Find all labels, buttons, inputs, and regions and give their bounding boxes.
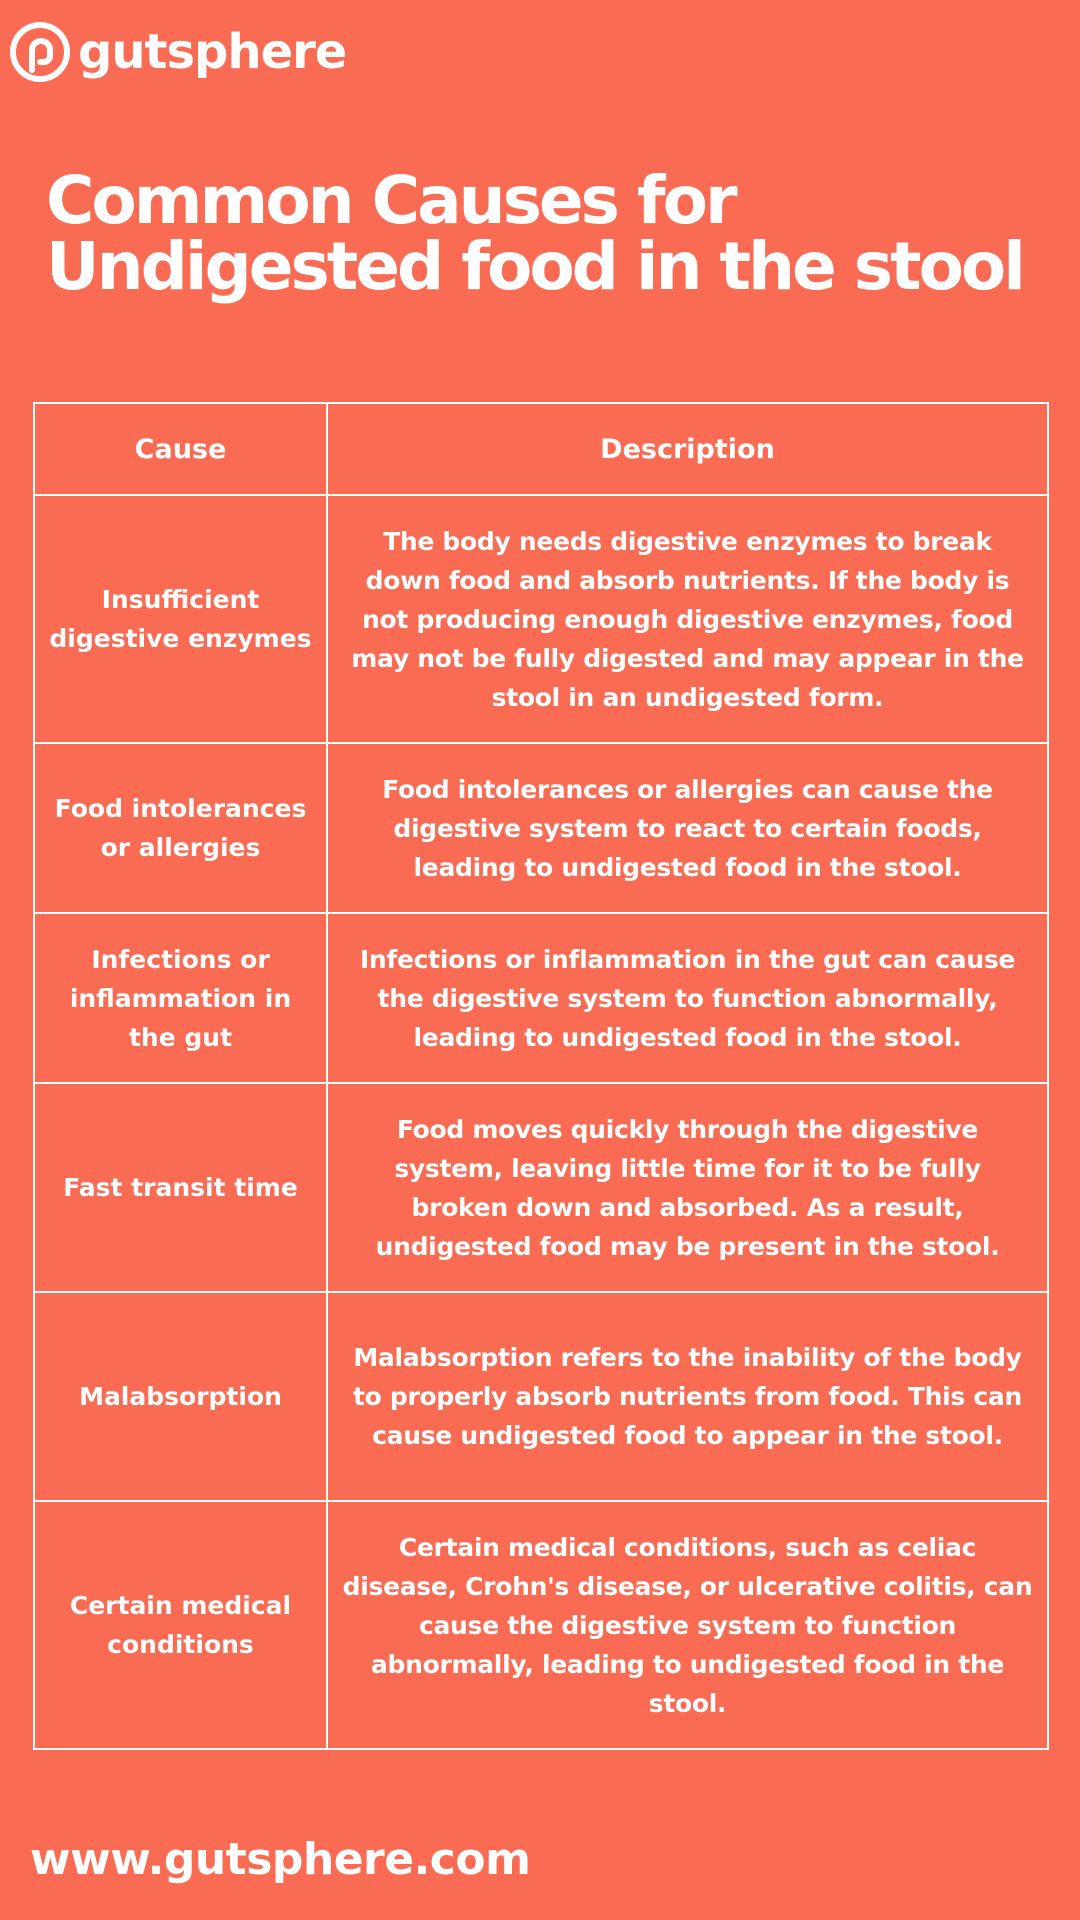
column-header-description: Description bbox=[327, 403, 1048, 495]
page-title-line-2: Undigested food in the stool bbox=[46, 228, 1023, 305]
page-title-line-1: Common Causes for bbox=[46, 162, 735, 239]
description-cell: Food moves quickly through the digestive system, leaving little time for it to be fully broken down and absorbed. As a result, undigested food may be present in the stool. bbox=[327, 1083, 1048, 1292]
cause-cell: Fast transit time bbox=[34, 1083, 327, 1292]
page-title bbox=[46, 162, 1046, 305]
table-row bbox=[34, 743, 1048, 913]
description-cell: Food intolerances or allergies can cause the digestive system to react to certain foods, leading to undigested food in the stool. bbox=[327, 743, 1048, 913]
cause-cell: Insufficient digestive enzymes bbox=[34, 495, 327, 743]
table-row bbox=[34, 1292, 1048, 1501]
column-header-cause: Cause bbox=[34, 403, 327, 495]
table-row bbox=[34, 495, 1048, 743]
cause-cell: Certain medical conditions bbox=[34, 1501, 327, 1749]
causes-table bbox=[33, 402, 1049, 1750]
cause-cell: Infections or inflammation in the gut bbox=[34, 913, 327, 1083]
table-row bbox=[34, 1083, 1048, 1292]
description-cell: Malabsorption refers to the inability of the body to properly absorb nutrients from food. This can cause undigested food to appear in the stool. bbox=[327, 1292, 1048, 1501]
description-cell: Certain medical conditions, such as celiac disease, Crohn's disease, or ulcerative colitis, can cause the digestive system to function abnormally, leading to undigested food in the stool. bbox=[327, 1501, 1048, 1749]
description-cell: The body needs digestive enzymes to break down food and absorb nutrients. If the body is not producing enough digestive enzymes, food may not be fully digested and may appear in the stool in an undigested form. bbox=[327, 495, 1048, 743]
gutsphere-logo-icon bbox=[8, 20, 72, 84]
brand-name: gutsphere bbox=[78, 24, 347, 80]
table-row bbox=[34, 1501, 1048, 1749]
table-row bbox=[34, 913, 1048, 1083]
description-cell: Infections or inflammation in the gut can cause the digestive system to function abnormally, leading to undigested food in the stool. bbox=[327, 913, 1048, 1083]
cause-cell: Food intolerances or allergies bbox=[34, 743, 327, 913]
table-header-row bbox=[34, 403, 1048, 495]
footer-website-link[interactable]: www.gutsphere.com bbox=[30, 1834, 531, 1885]
brand-logo[interactable] bbox=[8, 20, 346, 84]
cause-cell: Malabsorption bbox=[34, 1292, 327, 1501]
